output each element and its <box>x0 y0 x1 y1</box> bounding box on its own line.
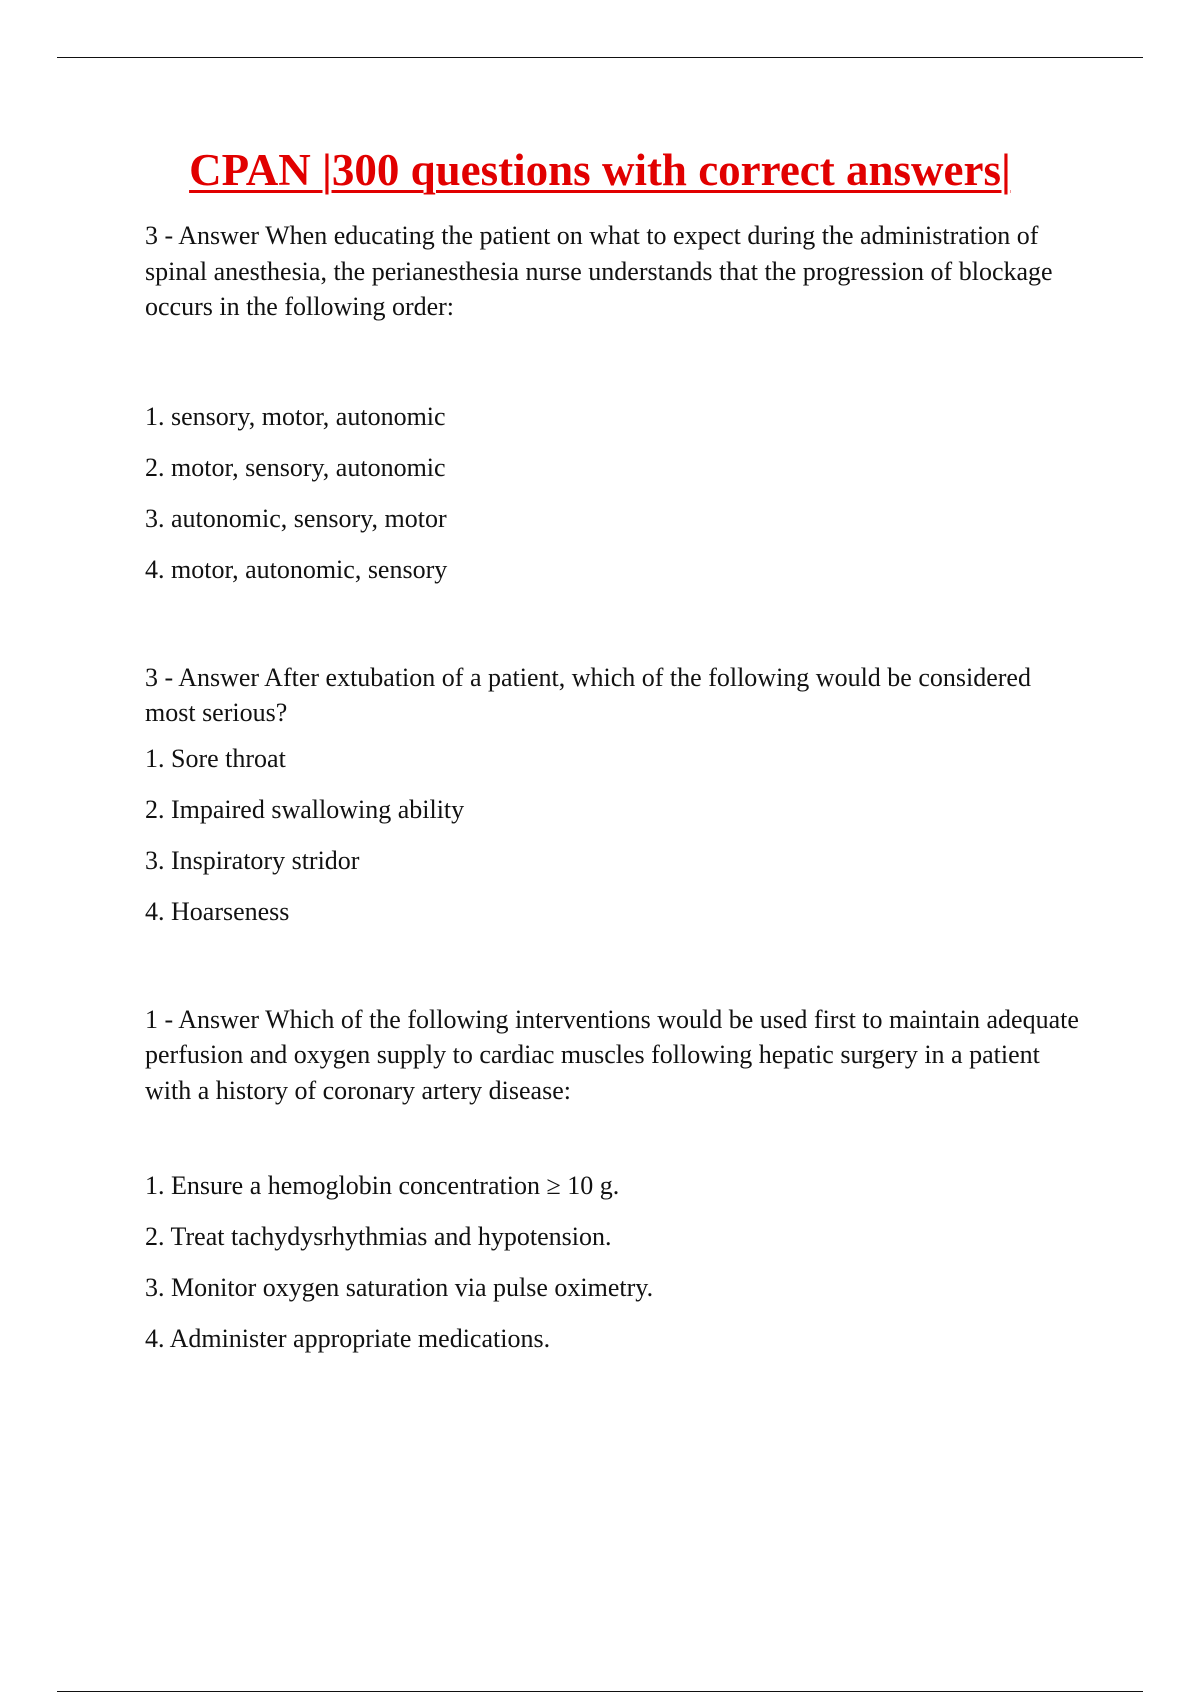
option-item: 3. Monitor oxygen saturation via pulse oximetry. <box>145 1273 654 1302</box>
question-text <box>145 660 1080 731</box>
option-item: 2. Impaired swallowing ability <box>145 794 465 824</box>
answer-options <box>145 1160 1080 1364</box>
question-text <box>145 218 1080 325</box>
option-item: 4. Hoarseness <box>145 896 290 926</box>
answer-options <box>145 391 1080 595</box>
bottom-rule <box>57 1691 1143 1692</box>
answer-options <box>145 733 1080 937</box>
option-item: 3. Inspiratory stridor <box>145 845 360 875</box>
option-item: 4. motor, autonomic, sensory <box>145 554 448 584</box>
question-stem: Which of the following interventions would be used first to maintain adequate perfusion and oxygen supply to cardiac muscles following hepatic surgery in a patient with a history of coronary artery disease: <box>145 1004 1079 1105</box>
option-item: 2. Treat tachydysrhythmias and hypotension. <box>145 1222 612 1251</box>
top-rule <box>57 57 1143 58</box>
question-block <box>145 218 1080 595</box>
question-stem: After extubation of a patient, which of the following would be considered most serious? <box>145 662 1031 727</box>
question-stem: When educating the patient on what to expect during the administration of spinal anesthesia, the perianesthesia nurse understands that the progression of blockage occurs in the following order: <box>145 221 1053 321</box>
option-item: 2. motor, sensory, autonomic <box>145 452 446 482</box>
option-item: 3. autonomic, sensory, motor <box>145 503 447 533</box>
option-item: 4. Administer appropriate medications. <box>145 1324 551 1353</box>
option-item: 1. Ensure a hemoglobin concentration ≥ 10 g. <box>145 1171 620 1200</box>
document-body <box>145 218 1080 1364</box>
answer-label: 3 - Answer <box>145 221 260 250</box>
answer-label: 1 - Answer <box>145 1004 260 1034</box>
question-block <box>145 660 1080 937</box>
question-block <box>145 1002 1080 1365</box>
answer-label: 3 - Answer <box>145 662 260 692</box>
document-title: CPAN |300 questions with correct answers| <box>189 145 1011 195</box>
option-item: 1. Sore throat <box>145 743 286 773</box>
option-item: 1. sensory, motor, autonomic <box>145 401 446 431</box>
question-text <box>145 1002 1080 1109</box>
